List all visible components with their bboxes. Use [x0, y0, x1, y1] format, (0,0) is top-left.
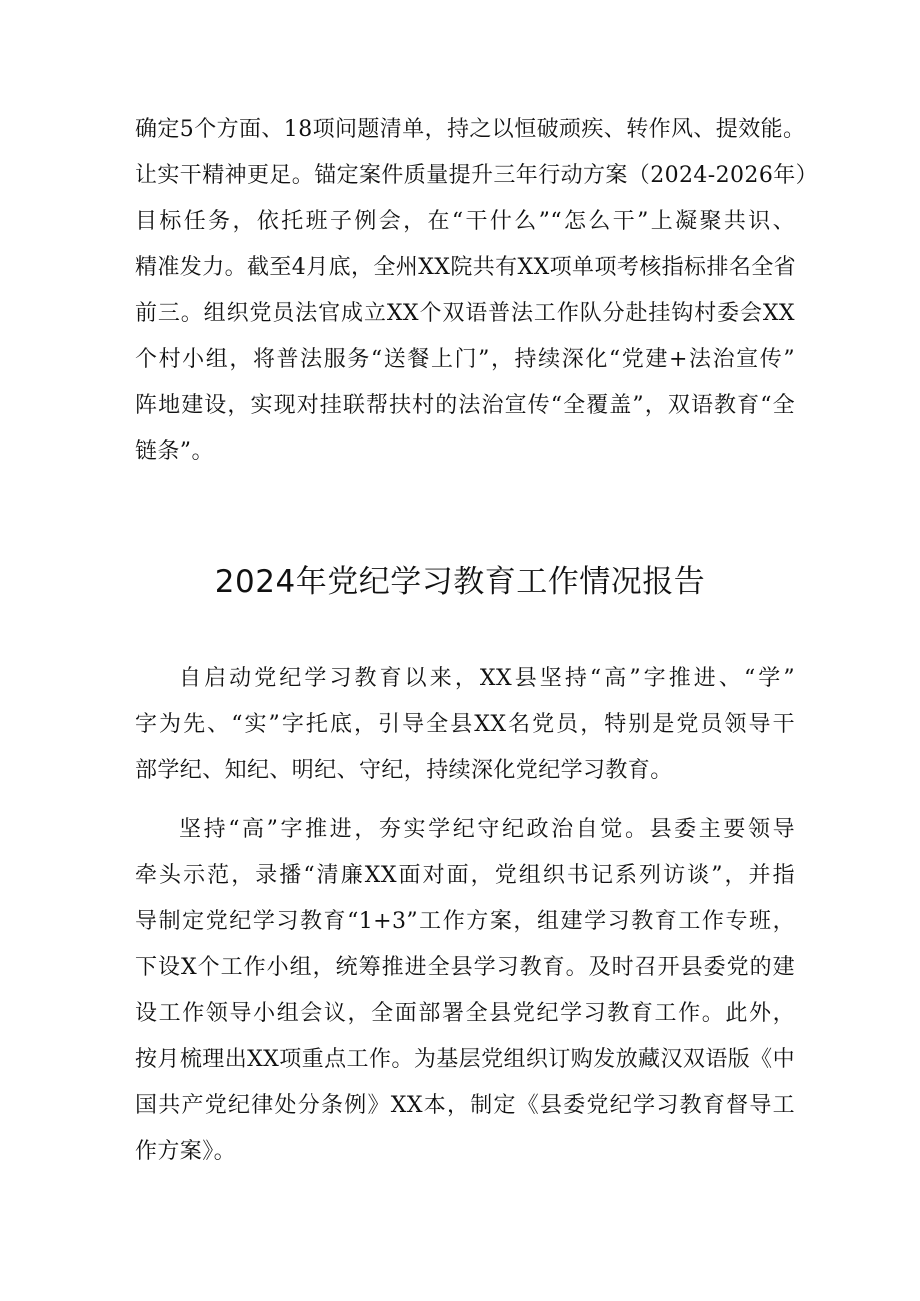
paragraph-line: 坚持“高”字推进，夯实学纪守纪政治自觉。县委主要领导 — [179, 817, 795, 842]
paragraph-line: 阵地建设，实现对挂联帮扶村的法治宣传“全覆盖”，双语教育“全 — [135, 393, 795, 418]
paragraph-line: 设工作领导小组会议，全面部署全县党纪学习教育工作。此外， — [135, 1001, 795, 1026]
paragraph-section — [135, 807, 795, 1175]
paragraph-line: 让实干精神更足。锚定案件质量提升三年行动方案（2024-2026年） — [135, 163, 819, 188]
paragraph-line: 作方案》。 — [135, 1139, 237, 1164]
report-title: 2024年党纪学习教育工作情况报告 — [214, 564, 706, 600]
paragraph-intro — [135, 656, 795, 794]
paragraph-line: 字为先、“实”字托底，引导全县XX名党员，特别是党员领导干 — [135, 712, 795, 737]
paragraph-line: 目标任务，依托班子例会，在“干什么”“怎么干”上凝聚共识、 — [135, 209, 795, 234]
paragraph-line: 自启动党纪学习教育以来，XX县坚持“高”字推进、“学” — [179, 666, 795, 691]
paragraph-line: 下设X个工作小组，统筹推进全县学习教育。及时召开县委党的建 — [135, 955, 795, 980]
paragraph-line: 国共产党纪律处分条例》XX本，制定《县委党纪学习教育督导工 — [135, 1093, 795, 1118]
paragraph-line: 部学纪、知纪、明纪、守纪，持续深化党纪学习教育。 — [135, 758, 673, 783]
paragraph-line: 确定5个方面、18项问题清单，持之以恒破顽疾、转作风、提效能。 — [135, 117, 806, 142]
paragraph-line: 精准发力。截至4月底，全州XX院共有XX项单项考核指标排名全省 — [135, 255, 797, 280]
paragraph-continued — [135, 107, 819, 475]
paragraph-line: 链条”。 — [135, 439, 214, 464]
paragraph-line: 按月梳理出XX项重点工作。为基层党组织订购发放藏汉双语版《中 — [135, 1047, 795, 1072]
paragraph-line: 个村小组，将普法服务“送餐上门”，持续深化“党建+法治宣传” — [135, 347, 795, 372]
paragraph-line: 前三。组织党员法官成立XX个双语普法工作队分赴挂钩村委会XX — [135, 301, 795, 326]
paragraph-line: 牵头示范，录播“清廉XX面对面，党组织书记系列访谈”，并指 — [135, 863, 795, 888]
paragraph-line: 导制定党纪学习教育“1+3”工作方案，组建学习教育工作专班， — [135, 909, 795, 934]
